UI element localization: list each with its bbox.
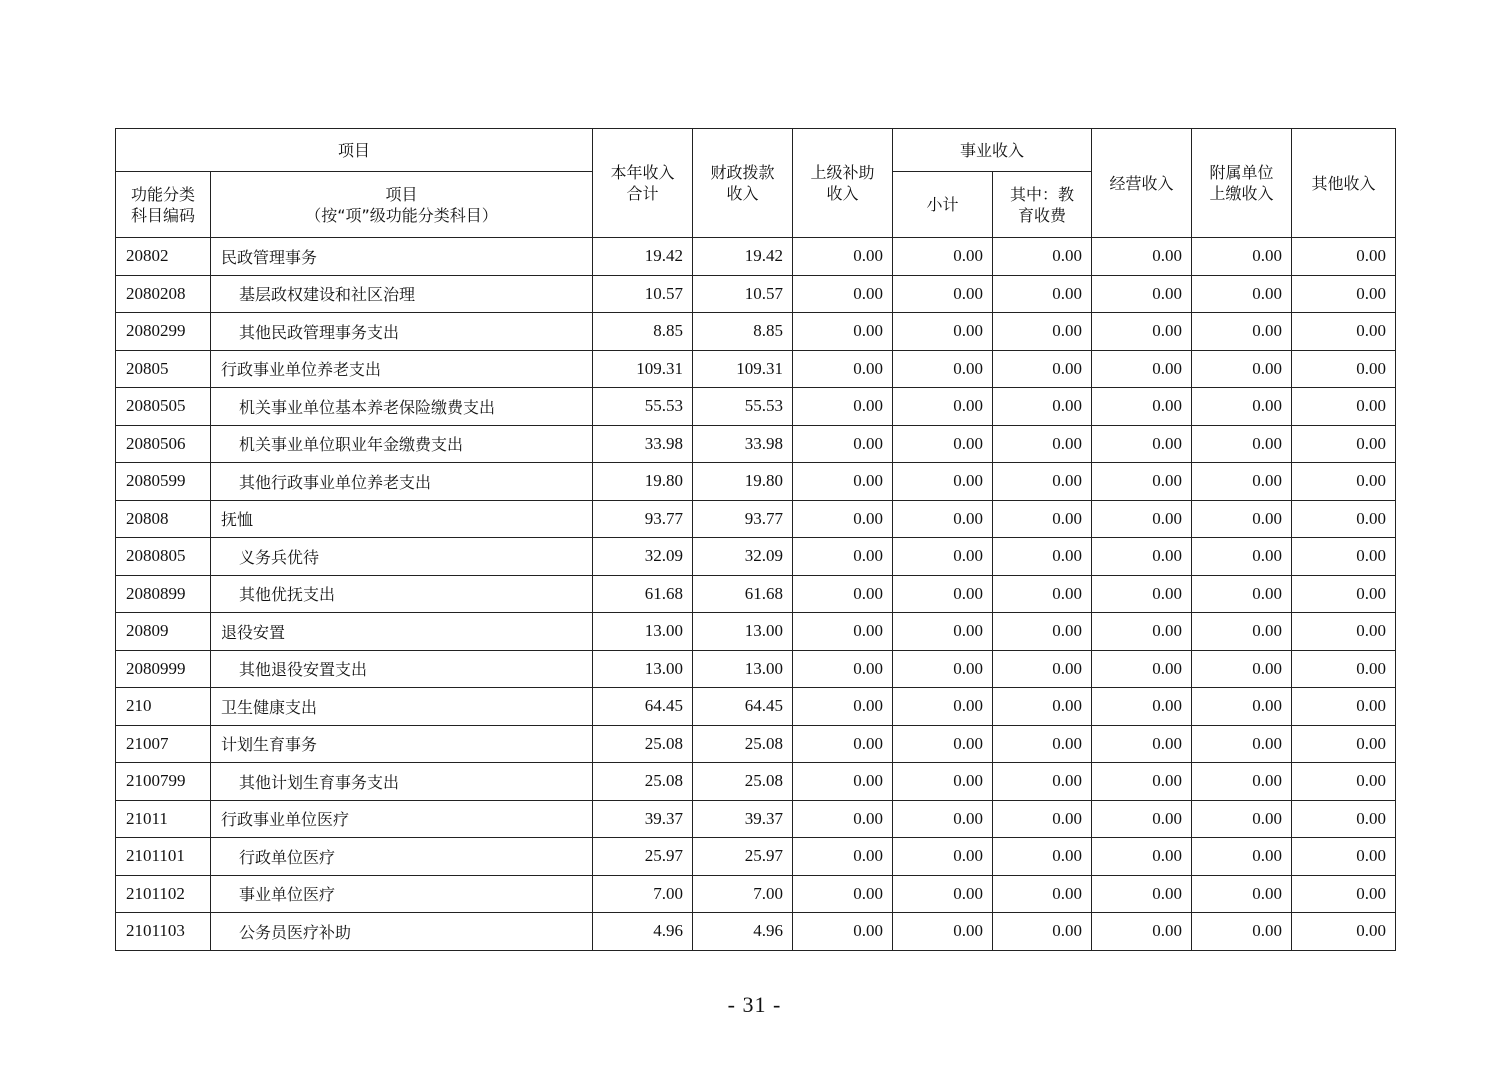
row-value-fiscal: 13.00: [693, 650, 793, 688]
row-value-business-subtotal: 0.00: [893, 350, 993, 388]
header-func-code-line2: 科目编码: [130, 205, 195, 225]
row-value-fiscal: 93.77: [693, 500, 793, 538]
header-affiliated-line2: 上缴收入: [1209, 184, 1274, 203]
row-value-superior: 0.00: [793, 238, 893, 276]
row-value-business-edu: 0.00: [993, 388, 1092, 426]
row-value-total: 32.09: [593, 538, 693, 576]
row-value-business-subtotal: 0.00: [893, 650, 993, 688]
row-value-affiliated: 0.00: [1192, 800, 1292, 838]
header-business-edu: [993, 172, 1092, 238]
row-value-business-subtotal: 0.00: [893, 913, 993, 951]
row-value-affiliated: 0.00: [1192, 388, 1292, 426]
row-value-superior: 0.00: [793, 875, 893, 913]
row-value-operating: 0.00: [1092, 388, 1192, 426]
row-code: 2080506: [116, 425, 211, 463]
row-code: 21011: [116, 800, 211, 838]
row-value-other: 0.00: [1292, 463, 1396, 501]
row-value-business-edu: 0.00: [993, 275, 1092, 313]
row-value-other: 0.00: [1292, 500, 1396, 538]
row-name: 行政事业单位医疗: [211, 800, 593, 838]
table-row: [116, 650, 1396, 688]
row-value-superior: 0.00: [793, 425, 893, 463]
header-operating: 经营收入: [1092, 129, 1192, 238]
row-value-operating: 0.00: [1092, 538, 1192, 576]
row-value-business-edu: 0.00: [993, 313, 1092, 351]
row-value-affiliated: 0.00: [1192, 688, 1292, 726]
header-superior-line2: 收入: [826, 184, 859, 203]
row-value-business-edu: 0.00: [993, 800, 1092, 838]
row-value-business-edu: 0.00: [993, 650, 1092, 688]
table-row: [116, 538, 1396, 576]
row-value-other: 0.00: [1292, 763, 1396, 801]
row-value-operating: 0.00: [1092, 275, 1192, 313]
row-value-total: 13.00: [593, 613, 693, 651]
row-value-superior: 0.00: [793, 725, 893, 763]
row-value-other: 0.00: [1292, 275, 1396, 313]
table-row: [116, 238, 1396, 276]
row-code: 20809: [116, 613, 211, 651]
row-value-superior: 0.00: [793, 350, 893, 388]
row-name: 卫生健康支出: [211, 688, 593, 726]
header-fiscal-line1: 财政拨款: [710, 163, 775, 182]
header-total-line1: 本年收入: [610, 163, 675, 182]
header-business-subtotal: 小计: [893, 172, 993, 238]
row-value-operating: 0.00: [1092, 688, 1192, 726]
table-row: [116, 463, 1396, 501]
row-value-operating: 0.00: [1092, 238, 1192, 276]
row-value-fiscal: 39.37: [693, 800, 793, 838]
row-value-affiliated: 0.00: [1192, 275, 1292, 313]
row-name: 义务兵优待: [211, 538, 593, 576]
row-value-other: 0.00: [1292, 388, 1396, 426]
row-value-affiliated: 0.00: [1192, 238, 1292, 276]
table-row: [116, 613, 1396, 651]
row-name: 民政管理事务: [211, 238, 593, 276]
row-value-superior: 0.00: [793, 538, 893, 576]
row-value-total: 19.80: [593, 463, 693, 501]
row-value-fiscal: 109.31: [693, 350, 793, 388]
table-row: [116, 388, 1396, 426]
row-value-other: 0.00: [1292, 650, 1396, 688]
header-business-edu-line1: 其中：教: [1010, 184, 1075, 204]
row-value-total: 25.08: [593, 763, 693, 801]
row-value-business-subtotal: 0.00: [893, 725, 993, 763]
row-value-affiliated: 0.00: [1192, 425, 1292, 463]
row-value-business-subtotal: 0.00: [893, 613, 993, 651]
row-value-total: 93.77: [593, 500, 693, 538]
row-value-affiliated: 0.00: [1192, 575, 1292, 613]
table-row: [116, 313, 1396, 351]
row-value-fiscal: 4.96: [693, 913, 793, 951]
row-value-business-edu: 0.00: [993, 500, 1092, 538]
row-value-affiliated: 0.00: [1192, 650, 1292, 688]
row-value-operating: 0.00: [1092, 575, 1192, 613]
row-name: 公务员医疗补助: [211, 913, 593, 951]
row-value-total: 4.96: [593, 913, 693, 951]
row-value-affiliated: 0.00: [1192, 538, 1292, 576]
row-value-superior: 0.00: [793, 800, 893, 838]
row-value-business-edu: 0.00: [993, 763, 1092, 801]
header-affiliated: [1192, 129, 1292, 238]
row-name: 行政事业单位养老支出: [211, 350, 593, 388]
row-value-operating: 0.00: [1092, 800, 1192, 838]
header-fiscal: [693, 129, 793, 238]
header-affiliated-line1: 附属单位: [1209, 163, 1274, 182]
row-name: 其他退役安置支出: [211, 650, 593, 688]
header-business-edu-line2: 育收费: [1018, 205, 1067, 225]
row-value-business-subtotal: 0.00: [893, 238, 993, 276]
row-value-fiscal: 8.85: [693, 313, 793, 351]
row-value-superior: 0.00: [793, 500, 893, 538]
row-value-other: 0.00: [1292, 838, 1396, 876]
row-value-superior: 0.00: [793, 688, 893, 726]
row-value-other: 0.00: [1292, 725, 1396, 763]
row-value-business-edu: 0.00: [993, 875, 1092, 913]
row-value-fiscal: 25.08: [693, 763, 793, 801]
table-row: [116, 763, 1396, 801]
table-row: [116, 500, 1396, 538]
row-code: 2101103: [116, 913, 211, 951]
row-code: 2101101: [116, 838, 211, 876]
row-value-affiliated: 0.00: [1192, 313, 1292, 351]
row-name: 机关事业单位基本养老保险缴费支出: [211, 388, 593, 426]
header-business: 事业收入: [893, 129, 1092, 172]
row-value-business-subtotal: 0.00: [893, 425, 993, 463]
table-row: [116, 350, 1396, 388]
row-value-superior: 0.00: [793, 275, 893, 313]
header-superior-line1: 上级补助: [810, 163, 875, 182]
row-value-business-subtotal: 0.00: [893, 575, 993, 613]
row-value-total: 61.68: [593, 575, 693, 613]
header-total-line2: 合计: [626, 184, 659, 203]
row-value-business-subtotal: 0.00: [893, 800, 993, 838]
table-row: [116, 913, 1396, 951]
row-value-total: 10.57: [593, 275, 693, 313]
row-value-business-edu: 0.00: [993, 913, 1092, 951]
row-code: 2101102: [116, 875, 211, 913]
row-value-total: 19.42: [593, 238, 693, 276]
row-value-operating: 0.00: [1092, 875, 1192, 913]
table-row: [116, 688, 1396, 726]
row-name: 抚恤: [211, 500, 593, 538]
row-value-total: 39.37: [593, 800, 693, 838]
table-row: [116, 275, 1396, 313]
row-value-other: 0.00: [1292, 238, 1396, 276]
header-project-name-line1: 项目: [385, 184, 418, 204]
row-code: 2080805: [116, 538, 211, 576]
row-value-total: 8.85: [593, 313, 693, 351]
row-value-affiliated: 0.00: [1192, 913, 1292, 951]
row-value-business-edu: 0.00: [993, 538, 1092, 576]
row-code: 20808: [116, 500, 211, 538]
row-code: 2080208: [116, 275, 211, 313]
table-row: [116, 725, 1396, 763]
row-value-fiscal: 33.98: [693, 425, 793, 463]
row-value-operating: 0.00: [1092, 350, 1192, 388]
row-value-business-subtotal: 0.00: [893, 388, 993, 426]
row-value-business-subtotal: 0.00: [893, 875, 993, 913]
row-value-fiscal: 32.09: [693, 538, 793, 576]
row-value-business-subtotal: 0.00: [893, 463, 993, 501]
row-value-other: 0.00: [1292, 688, 1396, 726]
row-value-affiliated: 0.00: [1192, 350, 1292, 388]
row-value-total: 25.08: [593, 725, 693, 763]
row-code: 2080599: [116, 463, 211, 501]
row-value-superior: 0.00: [793, 838, 893, 876]
row-code: 20802: [116, 238, 211, 276]
header-project-name: [211, 172, 593, 238]
header-func-code: [116, 172, 211, 238]
row-value-fiscal: 64.45: [693, 688, 793, 726]
row-code: 2080299: [116, 313, 211, 351]
row-value-other: 0.00: [1292, 613, 1396, 651]
row-value-fiscal: 7.00: [693, 875, 793, 913]
row-value-superior: 0.00: [793, 650, 893, 688]
row-value-operating: 0.00: [1092, 613, 1192, 651]
row-value-business-edu: 0.00: [993, 725, 1092, 763]
row-name: 机关事业单位职业年金缴费支出: [211, 425, 593, 463]
row-value-affiliated: 0.00: [1192, 613, 1292, 651]
row-value-business-subtotal: 0.00: [893, 688, 993, 726]
row-value-operating: 0.00: [1092, 913, 1192, 951]
row-code: 2080505: [116, 388, 211, 426]
row-name: 基层政权建设和社区治理: [211, 275, 593, 313]
row-value-affiliated: 0.00: [1192, 838, 1292, 876]
row-value-affiliated: 0.00: [1192, 875, 1292, 913]
row-value-business-subtotal: 0.00: [893, 500, 993, 538]
row-value-total: 25.97: [593, 838, 693, 876]
row-value-business-edu: 0.00: [993, 350, 1092, 388]
row-value-total: 55.53: [593, 388, 693, 426]
row-code: 21007: [116, 725, 211, 763]
row-value-operating: 0.00: [1092, 650, 1192, 688]
income-budget-table: [115, 128, 1396, 951]
row-name: 事业单位医疗: [211, 875, 593, 913]
row-value-operating: 0.00: [1092, 425, 1192, 463]
row-value-total: 64.45: [593, 688, 693, 726]
row-value-other: 0.00: [1292, 313, 1396, 351]
row-value-business-edu: 0.00: [993, 425, 1092, 463]
row-value-fiscal: 13.00: [693, 613, 793, 651]
header-project-name-line2: （按“项”级功能分类科目）: [305, 205, 498, 225]
row-value-affiliated: 0.00: [1192, 500, 1292, 538]
row-value-affiliated: 0.00: [1192, 763, 1292, 801]
row-value-operating: 0.00: [1092, 725, 1192, 763]
row-value-business-edu: 0.00: [993, 238, 1092, 276]
row-value-business-edu: 0.00: [993, 688, 1092, 726]
row-value-fiscal: 61.68: [693, 575, 793, 613]
header-project: 项目: [116, 129, 593, 172]
table-row: [116, 838, 1396, 876]
row-value-fiscal: 25.97: [693, 838, 793, 876]
row-value-superior: 0.00: [793, 313, 893, 351]
row-name: 行政单位医疗: [211, 838, 593, 876]
row-value-other: 0.00: [1292, 575, 1396, 613]
header-total: [593, 129, 693, 238]
row-name: 其他行政事业单位养老支出: [211, 463, 593, 501]
row-value-total: 109.31: [593, 350, 693, 388]
row-value-other: 0.00: [1292, 913, 1396, 951]
header-superior: [793, 129, 893, 238]
row-value-fiscal: 19.80: [693, 463, 793, 501]
row-value-affiliated: 0.00: [1192, 463, 1292, 501]
row-value-fiscal: 19.42: [693, 238, 793, 276]
row-value-superior: 0.00: [793, 613, 893, 651]
row-value-superior: 0.00: [793, 463, 893, 501]
row-value-business-edu: 0.00: [993, 613, 1092, 651]
row-value-business-edu: 0.00: [993, 463, 1092, 501]
row-value-other: 0.00: [1292, 425, 1396, 463]
row-value-operating: 0.00: [1092, 463, 1192, 501]
row-value-business-edu: 0.00: [993, 838, 1092, 876]
row-value-business-subtotal: 0.00: [893, 763, 993, 801]
header-func-code-line1: 功能分类: [130, 184, 195, 204]
row-value-operating: 0.00: [1092, 838, 1192, 876]
table-row: [116, 575, 1396, 613]
row-value-business-subtotal: 0.00: [893, 838, 993, 876]
row-value-other: 0.00: [1292, 875, 1396, 913]
row-value-operating: 0.00: [1092, 500, 1192, 538]
table-body: [116, 238, 1396, 951]
row-name: 退役安置: [211, 613, 593, 651]
row-value-fiscal: 55.53: [693, 388, 793, 426]
row-value-superior: 0.00: [793, 388, 893, 426]
row-code: 2080999: [116, 650, 211, 688]
table-row: [116, 875, 1396, 913]
row-name: 其他民政管理事务支出: [211, 313, 593, 351]
table-row: [116, 425, 1396, 463]
row-value-business-edu: 0.00: [993, 575, 1092, 613]
page-number: - 31 -: [727, 992, 782, 1017]
row-value-total: 33.98: [593, 425, 693, 463]
row-value-total: 7.00: [593, 875, 693, 913]
row-value-affiliated: 0.00: [1192, 725, 1292, 763]
row-code: 210: [116, 688, 211, 726]
row-value-operating: 0.00: [1092, 313, 1192, 351]
row-value-business-subtotal: 0.00: [893, 313, 993, 351]
row-code: 2080899: [116, 575, 211, 613]
row-value-other: 0.00: [1292, 350, 1396, 388]
row-value-superior: 0.00: [793, 575, 893, 613]
row-value-operating: 0.00: [1092, 763, 1192, 801]
row-name: 计划生育事务: [211, 725, 593, 763]
row-value-business-subtotal: 0.00: [893, 538, 993, 576]
header-fiscal-line2: 收入: [726, 184, 759, 203]
row-value-business-subtotal: 0.00: [893, 275, 993, 313]
row-code: 2100799: [116, 763, 211, 801]
table-row: [116, 800, 1396, 838]
row-value-total: 13.00: [593, 650, 693, 688]
header-other: 其他收入: [1292, 129, 1396, 238]
row-value-fiscal: 25.08: [693, 725, 793, 763]
row-value-other: 0.00: [1292, 538, 1396, 576]
row-value-fiscal: 10.57: [693, 275, 793, 313]
row-value-other: 0.00: [1292, 800, 1396, 838]
row-name: 其他计划生育事务支出: [211, 763, 593, 801]
row-name: 其他优抚支出: [211, 575, 593, 613]
row-value-superior: 0.00: [793, 913, 893, 951]
row-code: 20805: [116, 350, 211, 388]
row-value-superior: 0.00: [793, 763, 893, 801]
